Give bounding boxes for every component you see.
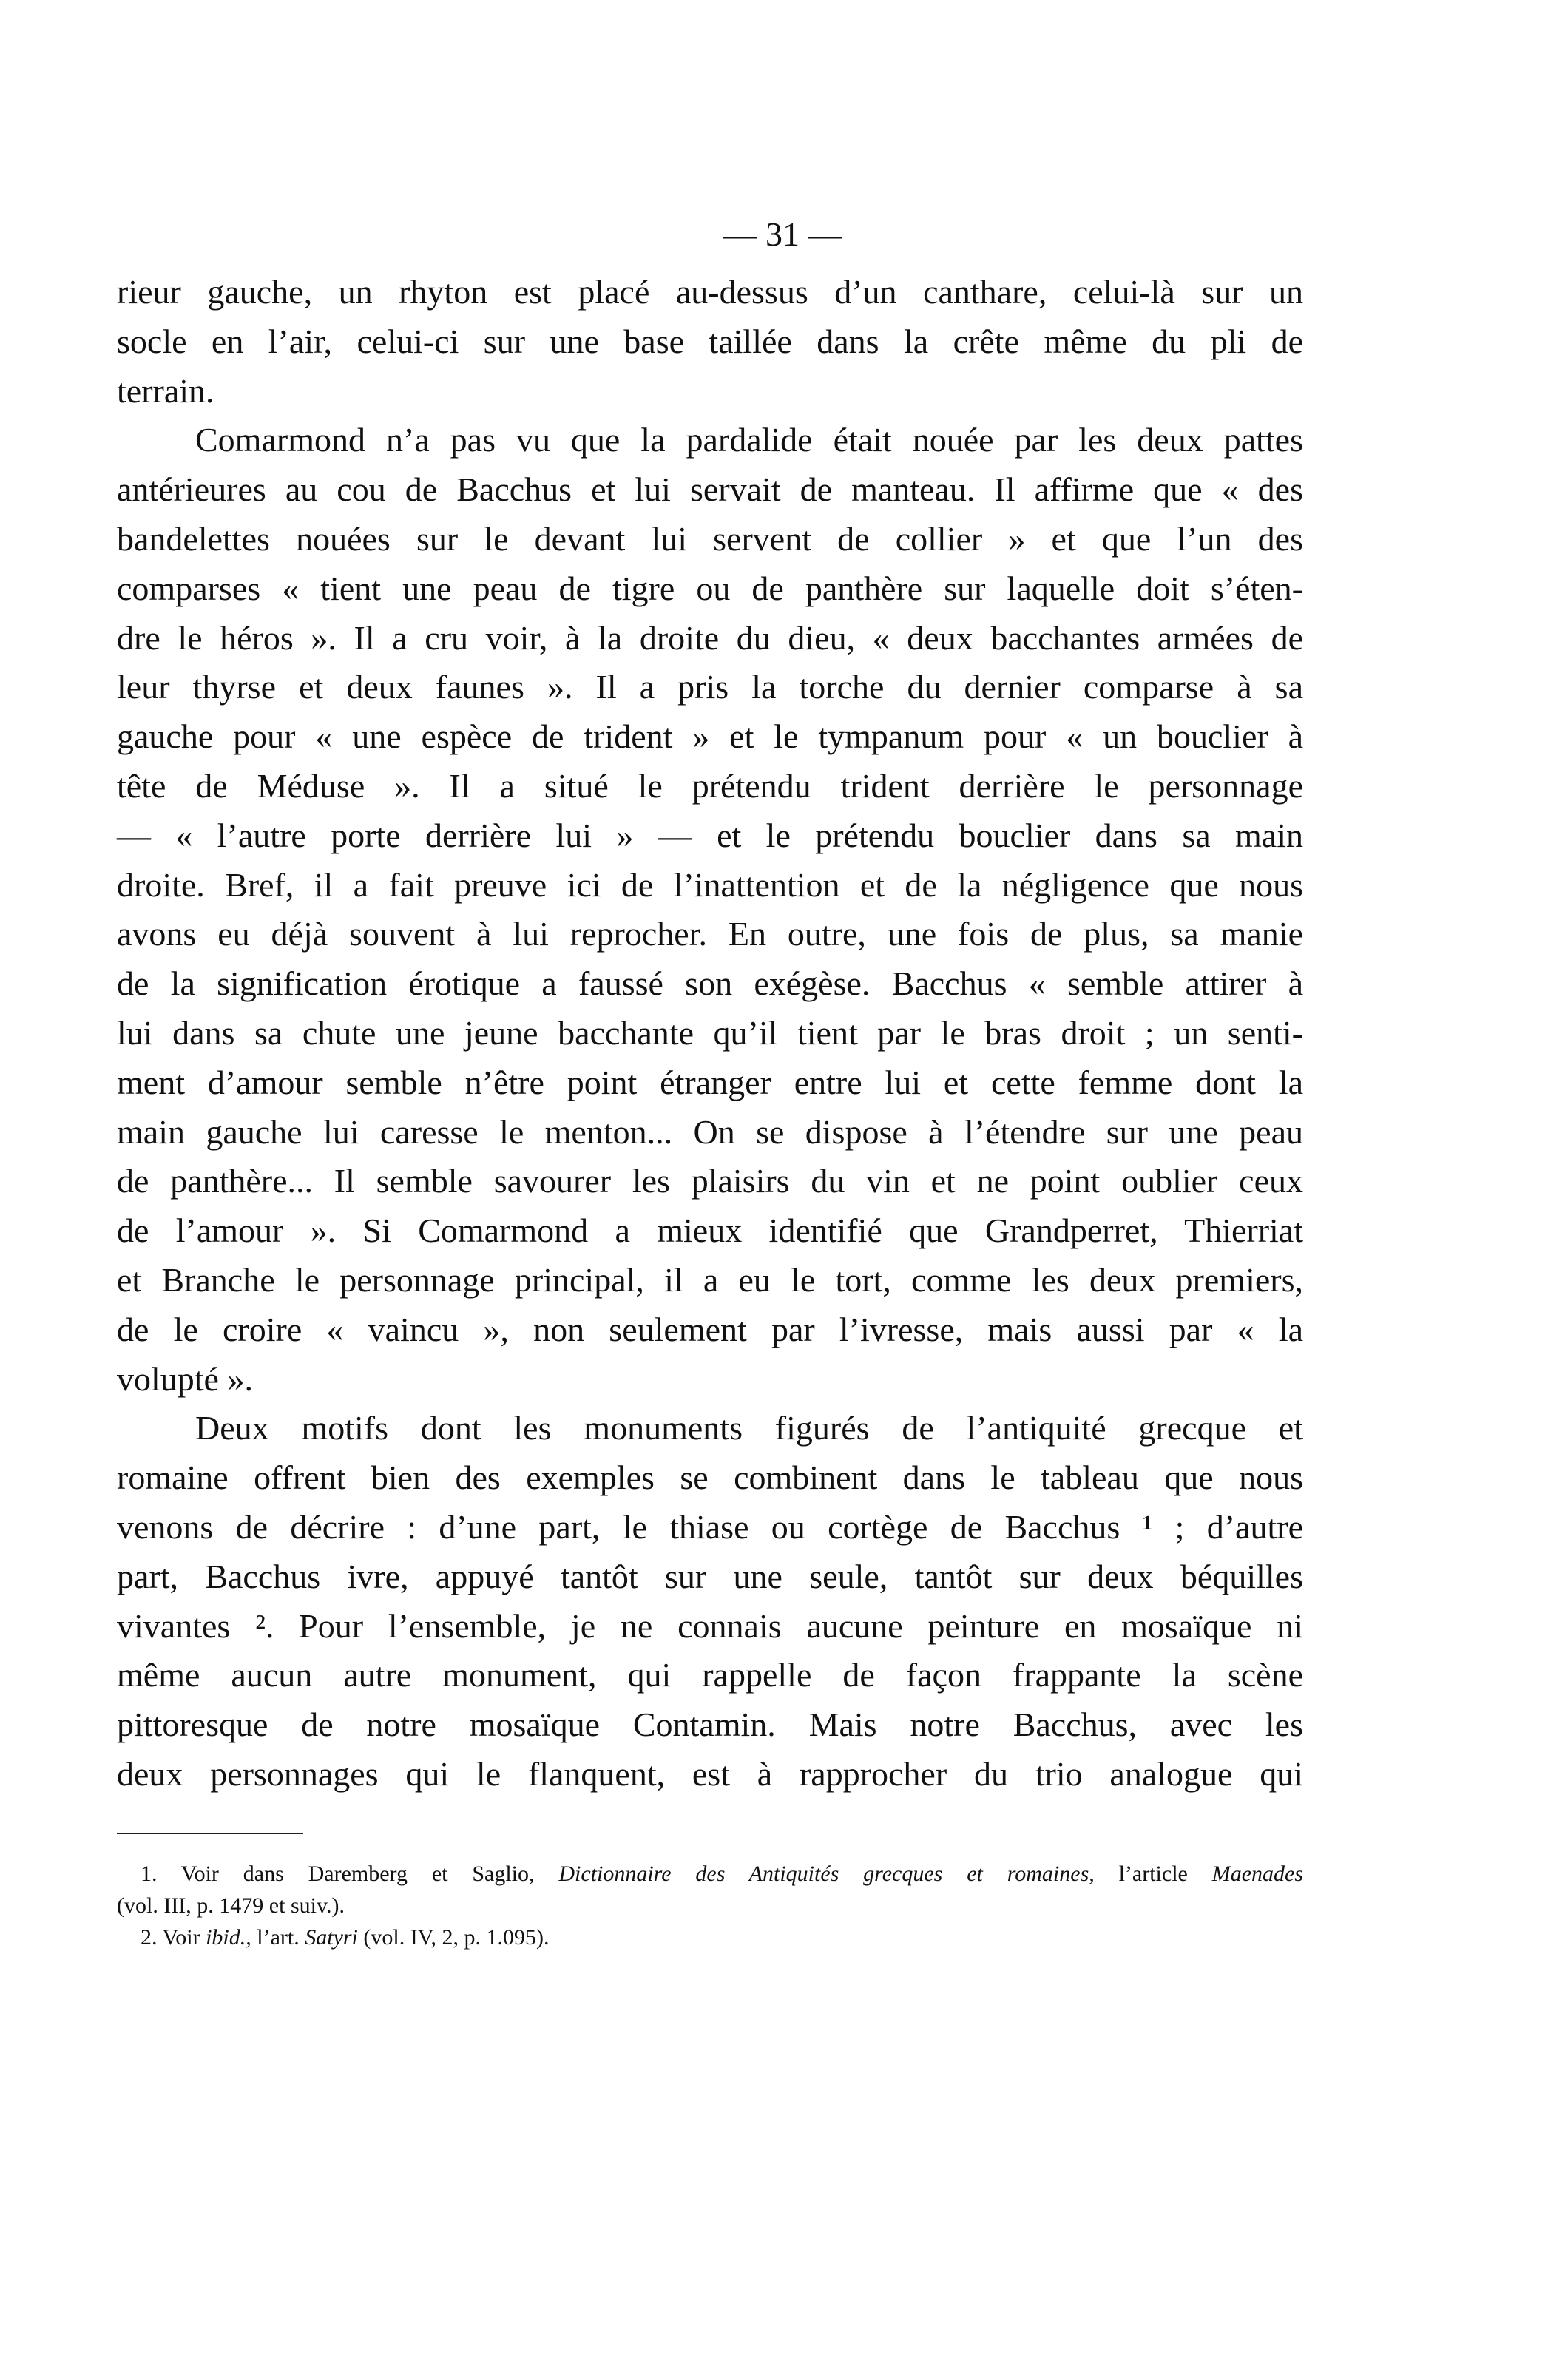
text-line: socle en l’air, celui-ci sur une base taillée dans la crête même du pli de <box>117 322 1303 360</box>
text-line: venons de décrire : d’une part, le thiase ou cortège de Bacchus ¹ ; d’autre <box>117 1507 1303 1546</box>
footnotes <box>117 1858 1303 1953</box>
text-line: terrain. <box>117 371 214 410</box>
text-line: pittoresque de notre mosaïque Contamin. Mais notre Bacchus, avec les <box>117 1705 1303 1744</box>
text-line: droite. Bref, il a fait preuve ici de l’inattention et de la négligence que nous <box>117 865 1303 904</box>
text-line: de la signification érotique a faussé son exégèse. Bacchus « semble attirer à <box>117 964 1303 1003</box>
text-line: de le croire « vaincu », non seulement par l’ivresse, mais aussi par « la <box>117 1310 1303 1348</box>
text-line: bandelettes nouées sur le devant lui servent de collier » et que l’un des <box>117 519 1303 558</box>
footnote-1 <box>117 1858 1303 1921</box>
text-line: ment d’amour semble n’être point étranger entre lui et cette femme dont la <box>117 1063 1303 1101</box>
footnote-2 <box>117 1921 1303 1953</box>
footnote-italic-text: Maenades <box>1211 1862 1303 1886</box>
text-line: deux personnages qui le flanquent, est à rapprocher du trio analogue qui <box>117 1754 1303 1793</box>
text-line: lui dans sa chute une jeune bacchante qu’il tient par le bras droit ; un senti- <box>117 1013 1303 1052</box>
footnote-italic-text: ibid., <box>206 1925 251 1950</box>
footnote-line <box>117 1921 1303 1953</box>
footnote-text: l’article <box>1094 1862 1212 1886</box>
text-line: dre le héros ». Il a cru voir, à la droite du dieu, « deux bacchantes armées de <box>117 618 1303 657</box>
text-line: de l’amour ». Si Comarmond a mieux identifié que Grandperret, Thierriat <box>117 1211 1303 1250</box>
footnote-italic-text: Dictionnaire des Antiquités grecques et romaines, <box>558 1862 1095 1886</box>
text-line: Deux motifs dont les monuments figurés de l’antiquité grecque et <box>195 1409 1303 1447</box>
footnote-line <box>117 1858 1303 1890</box>
text-line: Comarmond n’a pas vu que la pardalide était nouée par les deux pattes <box>195 421 1303 459</box>
text-line: antérieures au cou de Bacchus et lui servait de manteau. Il affirme que « des <box>117 470 1303 509</box>
text-line: gauche pour « une espèce de trident » et le tympanum pour « un bouclier à <box>117 717 1303 756</box>
text-line: avons eu déjà souvent à lui reprocher. En outre, une fois de plus, sa manie <box>117 915 1303 953</box>
text-line: romaine offrent bien des exemples se combinent dans le tableau que nous <box>117 1458 1303 1497</box>
footnote-text: 2. Voir <box>141 1925 206 1950</box>
text-line: rieur gauche, un rhyton est placé au-dessus d’un canthare, celui-là sur un <box>117 273 1303 311</box>
text-line: et Branche le personnage principal, il a eu le tort, comme les deux premiers, <box>117 1260 1303 1299</box>
text-line: volupté ». <box>117 1359 253 1398</box>
text-line: main gauche lui caresse le menton... On se dispose à l’étendre sur une peau <box>117 1112 1303 1151</box>
text-line: de panthère... Il semble savourer les plaisirs du vin et ne point oublier ceux <box>117 1162 1303 1200</box>
footnote-text: (vol. IV, 2, p. 1.095). <box>357 1925 550 1950</box>
text-line: vivantes ². Pour l’ensemble, je ne connais aucune peinture en mosaïque ni <box>117 1606 1303 1645</box>
text-line: comparses « tient une peau de tigre ou de panthère sur laquelle doit s’éten- <box>117 569 1303 607</box>
footnote-text: 1. Voir dans Daremberg et Saglio, <box>141 1862 559 1886</box>
footnote-text: (vol. III, p. 1479 et suiv.). <box>117 1893 345 1918</box>
page-number: — 31 — <box>723 215 842 253</box>
footnote-line <box>117 1890 1303 1921</box>
body-text <box>117 268 1303 1799</box>
text-line: tête de Méduse ». Il a situé le prétendu trident derrière le personnage <box>117 766 1303 805</box>
text-line: — « l’autre porte derrière lui » — et le prétendu bouclier dans sa main <box>117 816 1303 854</box>
text-line: leur thyrse et deux faunes ». Il a pris la torche du dernier comparse à sa <box>117 668 1303 706</box>
footnote-italic-text: Satyri <box>305 1925 358 1950</box>
text-line: part, Bacchus ivre, appuyé tantôt sur une seule, tantôt sur deux béquilles <box>117 1557 1303 1595</box>
text-line: même aucun autre monument, qui rappelle de façon frappante la scène <box>117 1656 1303 1694</box>
footnote-text: l’art. <box>251 1925 305 1950</box>
footnote-divider <box>117 1833 303 1834</box>
